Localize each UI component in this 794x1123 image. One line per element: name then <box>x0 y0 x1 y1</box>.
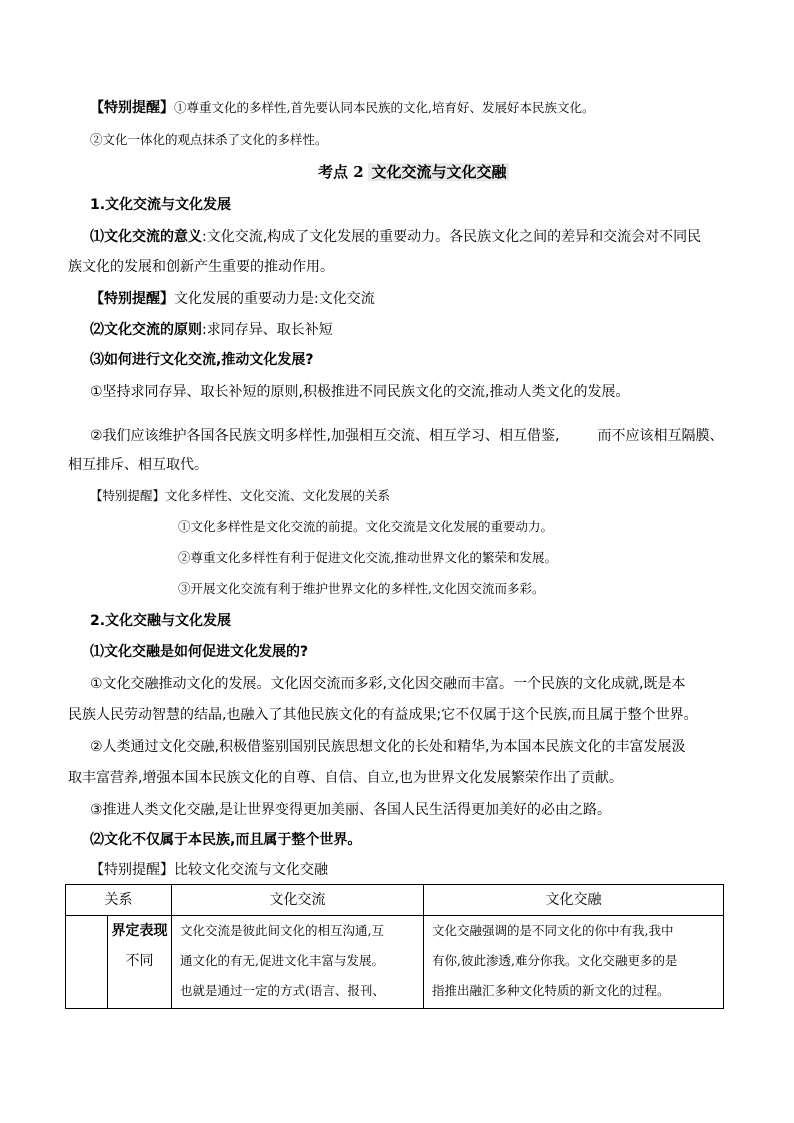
para-3-point-2b: 而不应该相互隔膜、 <box>597 428 724 444</box>
question-2: ⑵文化不仅属于本民族,而且属于整个世界。 <box>90 832 362 848</box>
answer-1-line-2: 民族人民劳动智慧的结晶,也融入了其他民族文化的有益成果;它不仅属于这个民族,而且属于整个世界。 <box>68 707 698 723</box>
para-2-label: ⑵文化交流的原则 <box>90 322 202 338</box>
para-3-point-2a: ②我们应该维护各国各民族文明多样性,加强相互交流、相互学习、相互借鉴, <box>90 428 560 444</box>
para-1 <box>90 227 701 247</box>
notice-line-3 <box>90 289 375 309</box>
notice-label: 【特别提醒】 <box>90 100 174 116</box>
section-prefix: 考点 2 <box>318 163 364 181</box>
cell-line: 通文化的有无,促进文化丰富与发展。 <box>180 953 384 968</box>
para-1-label: ⑴文化交流的意义 <box>90 229 202 245</box>
answer-1-line-1: ①文化交融推动文化的发展。文化因交流而多彩,文化因交融而丰富。一个民族的文化成就,既是本 <box>90 676 686 692</box>
cell-line: 文化交融强调的是不同文化的你中有我,我中 <box>432 923 674 938</box>
table-header-cell: 文化交流 <box>172 885 424 916</box>
para-1-cont: 族文化的发展和创新产生重要的推动作用。 <box>68 259 334 275</box>
para-3-point-1: ①坚持求同存异、取长补短的原则,积极推进不同民族文化的交流,推动人类文化的发展。 <box>90 384 630 400</box>
question-1: ⑴文化交融是如何促进文化发展的? <box>90 644 309 660</box>
row-label-line: 不同 <box>125 953 154 969</box>
para-2-text: :求同存异、取长补短 <box>202 322 333 338</box>
section-title-text: 文化交流与文化交融 <box>368 163 509 181</box>
comparison-table <box>65 884 724 1009</box>
notice-relation-item: ①文化多样性是文化交流的前提。文化交流是文化发展的重要动力。 <box>178 519 554 534</box>
answer-2-line-2: 取丰富营养,增强本国本民族文化的自尊、自信、自立,也为世界文化发展繁荣作出了贡献。 <box>68 770 623 786</box>
cell-line: 也就是通过一定的方式(语言、报刊、 <box>180 983 385 998</box>
fusion-cell <box>424 916 724 1009</box>
exchange-cell <box>172 916 424 1009</box>
para-2 <box>90 320 333 340</box>
section-title <box>318 161 509 183</box>
cell-line: 有你,彼此渗透,难分你我。文化交融更多的是 <box>432 953 678 968</box>
answer-2-line-1: ②人类通过文化交融,积极借鉴别国别民族思想文化的长处和精华,为本国本民族文化的丰富发展汲 <box>90 739 686 755</box>
row-label-line: 界定表现 <box>111 923 168 939</box>
table-row <box>66 916 724 1009</box>
table-header-cell: 文化交融 <box>424 885 724 916</box>
table-empty-cell <box>66 916 108 1009</box>
notice-label: 【特别提醒】 <box>90 291 174 307</box>
notice-line-2: ②文化一体化的观点抹杀了文化的多样性。 <box>90 132 328 147</box>
heading-1: 1.文化交流与文化发展 <box>90 197 232 213</box>
notice-line-1 <box>90 98 594 118</box>
notice-text: 比较文化交流与文化交融 <box>174 862 328 878</box>
notice-relation-item: ③开展文化交流有利于维护世界文化的多样性,文化因交流而多彩。 <box>178 581 545 596</box>
cell-line: 指推出融汇多种文化特质的新文化的过程。 <box>432 983 670 998</box>
answer-3: ③推进人类文化交融,是让世界变得更加美丽、各国人民生活得更加美好的必由之路。 <box>90 802 611 818</box>
notice-text: ①尊重文化的多样性,首先要认同本民族的文化,培育好、发展好本民族文化。 <box>174 100 595 115</box>
notice-relation-head: 【特别提醒】文化多样性、文化交流、文化发展的关系 <box>90 488 391 503</box>
table-header-row <box>66 885 724 916</box>
cell-line: 文化交流是彼此间文化的相互沟通,互 <box>180 923 384 938</box>
para-1-text: :文化交流,构成了文化发展的重要动力。各民族文化之间的差异和交流会对不同民 <box>202 229 702 245</box>
notice-text: 文化发展的重要动力是:文化交流 <box>174 291 375 307</box>
para-3-point-2-cont: 相互排斥、相互取代。 <box>68 457 208 473</box>
notice-relation-item: ②尊重文化多样性有利于促进文化交流,推动世界文化的繁荣和发展。 <box>178 550 557 565</box>
para-3-point-2 <box>90 426 723 446</box>
notice-label: 【特别提醒】 <box>90 862 174 878</box>
para-3-question: ⑶如何进行文化交流,推动文化发展? <box>90 352 314 368</box>
heading-2: 2.文化交融与文化发展 <box>90 613 232 629</box>
row-label-cell <box>108 916 172 1009</box>
table-header-cell: 关系 <box>66 885 172 916</box>
notice-line-4 <box>90 860 328 880</box>
